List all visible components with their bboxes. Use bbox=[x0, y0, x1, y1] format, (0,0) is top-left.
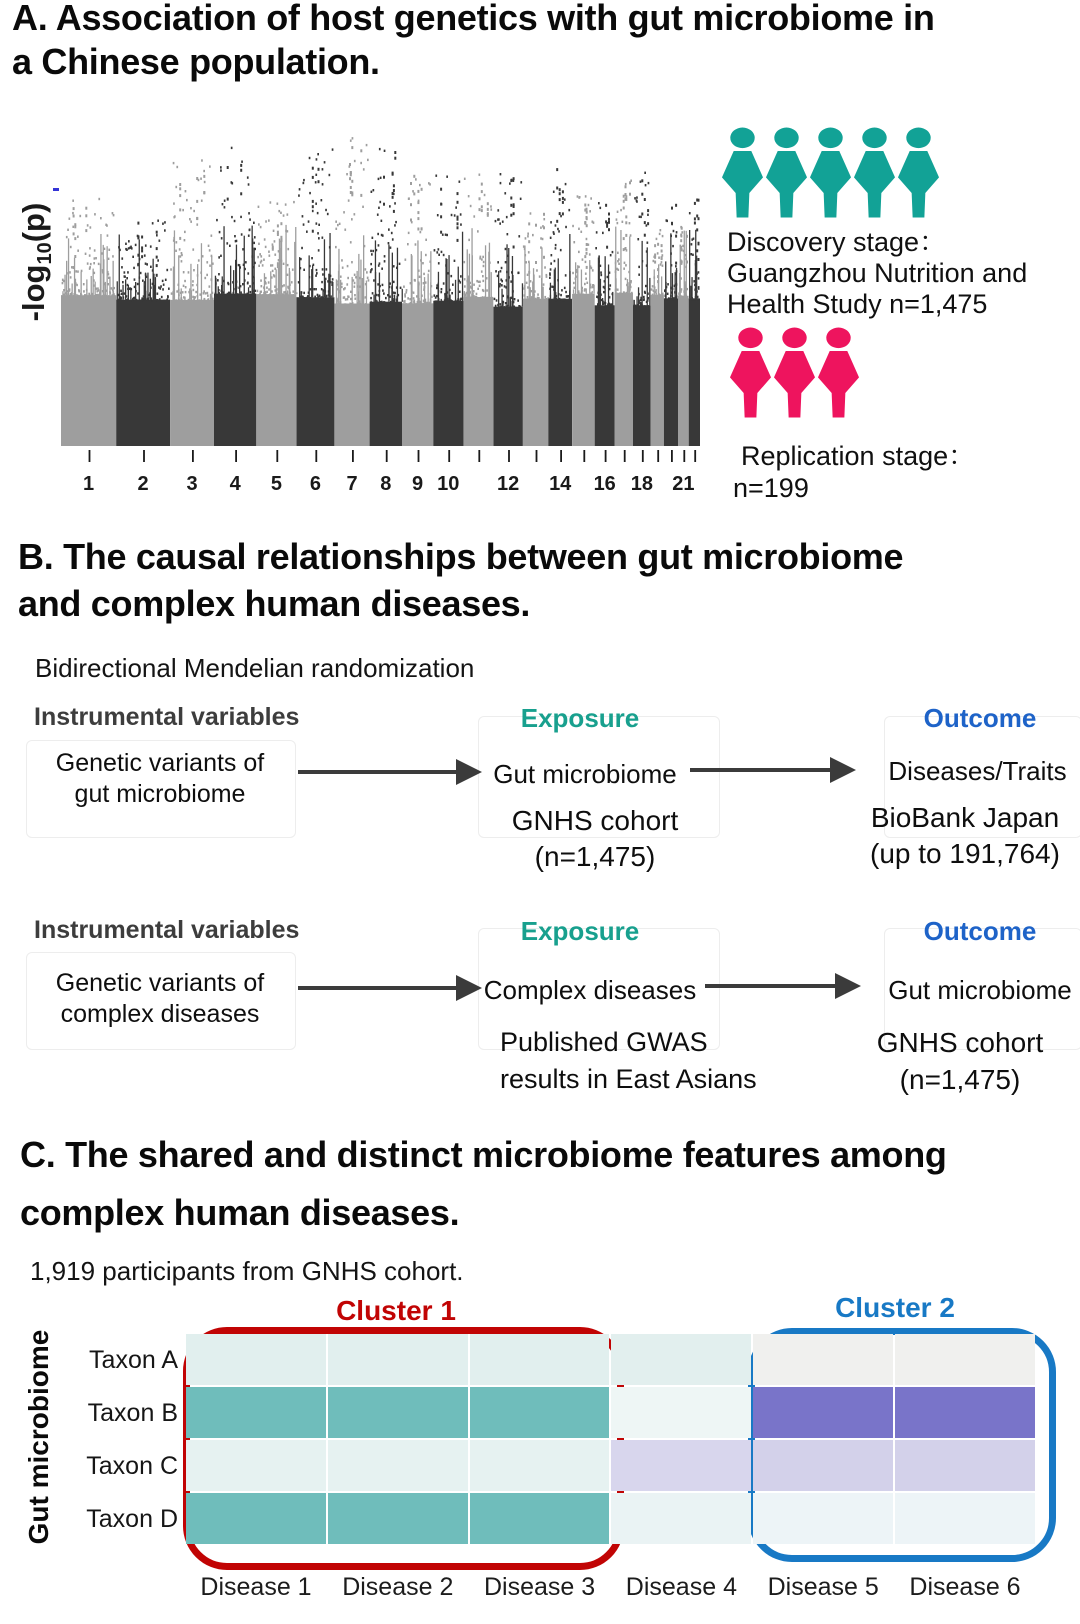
outcome-node-2: Gut microbiome bbox=[888, 975, 1072, 1005]
discovery-stage-text bbox=[727, 227, 1027, 320]
iv-text-2-line2: complex diseases bbox=[60, 1000, 260, 1028]
outcome-header-1: Outcome bbox=[923, 703, 1037, 733]
person-icon bbox=[809, 127, 852, 218]
heatmap-cell bbox=[328, 1440, 468, 1491]
person-icon bbox=[721, 127, 764, 218]
panel-a-title-line2: a Chinese population. bbox=[12, 41, 380, 82]
discovery-line2: Guangzhou Nutrition and bbox=[727, 258, 1028, 288]
exposure-header-1: Exposure bbox=[520, 703, 640, 733]
chr-axis-label: 7 bbox=[346, 473, 358, 495]
person-icon bbox=[765, 127, 808, 218]
taxon-label: Taxon A bbox=[89, 1345, 178, 1374]
panel-c-subtitle: 1,919 participants from GNHS cohort. bbox=[30, 1256, 464, 1286]
heatmap-cell bbox=[470, 1387, 610, 1438]
heatmap-cell bbox=[753, 1440, 893, 1491]
person-icon bbox=[817, 327, 860, 418]
disease-taxa-heatmap bbox=[0, 1285, 1080, 1624]
chr-axis-label: 4 bbox=[229, 473, 241, 495]
outcome-sub-1-line2: (up to 191,764) bbox=[870, 838, 1060, 869]
exposure-sub-1 bbox=[475, 803, 715, 875]
heatmap-cell bbox=[611, 1493, 751, 1544]
iv-header-1: Instrumental variables bbox=[34, 703, 300, 731]
panel-a-title bbox=[12, 0, 935, 84]
disease-label: Disease 5 bbox=[767, 1573, 879, 1601]
outcome-sub-2-line2: (n=1,475) bbox=[899, 1064, 1021, 1095]
exposure-sub-1-line1: GNHS cohort bbox=[511, 805, 679, 836]
outcome-node-1: Diseases/Traits bbox=[888, 756, 1067, 786]
panel-c-title-line2: complex human diseases. bbox=[20, 1192, 460, 1233]
heatmap-cell bbox=[186, 1387, 326, 1438]
panel-b-title-line2: and complex human diseases. bbox=[18, 583, 531, 624]
outcome-sub-1-line1: BioBank Japan bbox=[870, 802, 1060, 833]
heatmap-cell bbox=[186, 1493, 326, 1544]
chr-axis-label: 18 bbox=[630, 473, 654, 495]
heatmap-cell bbox=[895, 1334, 1035, 1385]
heatmap-cell bbox=[895, 1387, 1035, 1438]
panel-b-title-line1: B. The causal relationships between gut microbiome bbox=[18, 536, 904, 577]
outcome-sub-2-line1: GNHS cohort bbox=[876, 1027, 1044, 1058]
replication-cohort-icons bbox=[729, 327, 860, 418]
manhattan-ylabel: $-\log_{10}(p)$ bbox=[16, 202, 57, 322]
exposure-header-2: Exposure bbox=[520, 916, 640, 946]
heatmap-cell bbox=[470, 1440, 610, 1491]
heatmap-cell bbox=[186, 1440, 326, 1491]
heatmap-cell bbox=[470, 1493, 610, 1544]
iv-text-2 bbox=[30, 968, 290, 1030]
discovery-cohort-icons bbox=[721, 127, 940, 218]
chr-axis-label: 10 bbox=[437, 473, 460, 495]
taxon-label: Taxon D bbox=[86, 1504, 178, 1533]
exposure-sub-2 bbox=[500, 1024, 800, 1098]
chr-axis-label: 12 bbox=[496, 473, 520, 495]
heatmap-cell bbox=[328, 1387, 468, 1438]
heatmap-ylabel: Gut microbiome bbox=[23, 1329, 54, 1545]
arrow-exposure-to-outcome-2 bbox=[705, 984, 835, 988]
heatmap-cell bbox=[328, 1334, 468, 1385]
chr-axis-label: 9 bbox=[412, 473, 424, 495]
manhattan-plot bbox=[61, 130, 700, 495]
panel-b-subtitle: Bidirectional Mendelian randomization bbox=[35, 653, 475, 683]
person-icon bbox=[897, 127, 940, 218]
disease-label: Disease 4 bbox=[625, 1573, 737, 1601]
outcome-sub-1 bbox=[850, 800, 1080, 872]
exposure-sub-2-line1: Published GWAS bbox=[500, 1027, 708, 1057]
iv-text-2-line1: Genetic variants of bbox=[55, 969, 265, 997]
stray-mark bbox=[53, 188, 59, 191]
chr-axis-label: 21 bbox=[672, 473, 695, 495]
panel-a-title-line1: A. Association of host genetics with gut microbiome in bbox=[12, 0, 935, 38]
panel-b-title bbox=[18, 533, 903, 627]
cluster2-label: Cluster 2 bbox=[835, 1292, 955, 1323]
disease-label: Disease 6 bbox=[909, 1573, 1021, 1601]
chr-axis-label: 1 bbox=[83, 473, 95, 495]
manhattan-plot-wrap bbox=[61, 130, 700, 495]
arrow-exposure-to-outcome-1 bbox=[690, 768, 830, 772]
outcome-sub-2 bbox=[845, 1024, 1075, 1098]
heatmap-cell bbox=[753, 1387, 893, 1438]
cluster1-label: Cluster 1 bbox=[336, 1295, 456, 1326]
heatmap-cell bbox=[186, 1334, 326, 1385]
disease-label: Disease 1 bbox=[200, 1573, 312, 1601]
heatmap-cell bbox=[611, 1440, 751, 1491]
chr-axis-label: 5 bbox=[270, 473, 282, 495]
replication-line1: Replication stage： bbox=[741, 441, 976, 471]
arrow-iv-to-exposure-1 bbox=[298, 770, 456, 774]
outcome-header-2: Outcome bbox=[923, 916, 1037, 946]
heatmap-cell bbox=[611, 1387, 751, 1438]
disease-label: Disease 3 bbox=[484, 1573, 596, 1601]
exposure-sub-2-line2: results in East Asians bbox=[500, 1064, 757, 1094]
chr-axis-label: 8 bbox=[380, 473, 392, 495]
discovery-line1: Discovery stage： bbox=[727, 227, 947, 257]
heatmap-cell bbox=[895, 1493, 1035, 1544]
person-icon bbox=[729, 327, 772, 418]
taxon-label: Taxon C bbox=[86, 1451, 178, 1480]
iv-text-1-line2: gut microbiome bbox=[74, 780, 246, 808]
exposure-node-1: Gut microbiome bbox=[493, 759, 677, 789]
heatmap-cell bbox=[753, 1334, 893, 1385]
exposure-node-2: Complex diseases bbox=[483, 975, 697, 1005]
iv-text-1 bbox=[30, 748, 290, 810]
taxon-label: Taxon B bbox=[87, 1398, 178, 1427]
chr-axis-label: 6 bbox=[309, 473, 321, 495]
iv-text-1-line1: Genetic variants of bbox=[55, 749, 265, 777]
heatmap-cell bbox=[753, 1493, 893, 1544]
heatmap-cell bbox=[895, 1440, 1035, 1491]
chr-axis-label: 14 bbox=[549, 473, 572, 495]
person-icon bbox=[773, 327, 816, 418]
replication-line2: n=199 bbox=[733, 473, 809, 503]
heatmap-cell bbox=[328, 1493, 468, 1544]
heatmap-cell bbox=[470, 1334, 610, 1385]
panel-c-title-line1: C. The shared and distinct microbiome features among bbox=[20, 1134, 947, 1175]
arrow-iv-to-exposure-2 bbox=[298, 986, 456, 990]
person-icon bbox=[853, 127, 896, 218]
panel-c-title bbox=[20, 1126, 947, 1242]
discovery-line3: Health Study n=1,475 bbox=[727, 289, 988, 319]
heatmap-cell bbox=[611, 1334, 751, 1385]
chr-axis-label: 2 bbox=[137, 473, 149, 495]
chr-axis-label: 16 bbox=[593, 473, 616, 495]
disease-label: Disease 2 bbox=[342, 1573, 454, 1601]
iv-header-2: Instrumental variables bbox=[34, 916, 300, 944]
replication-stage-text bbox=[733, 440, 975, 504]
exposure-sub-1-line2: (n=1,475) bbox=[534, 841, 656, 872]
chr-axis-label: 3 bbox=[186, 473, 198, 495]
